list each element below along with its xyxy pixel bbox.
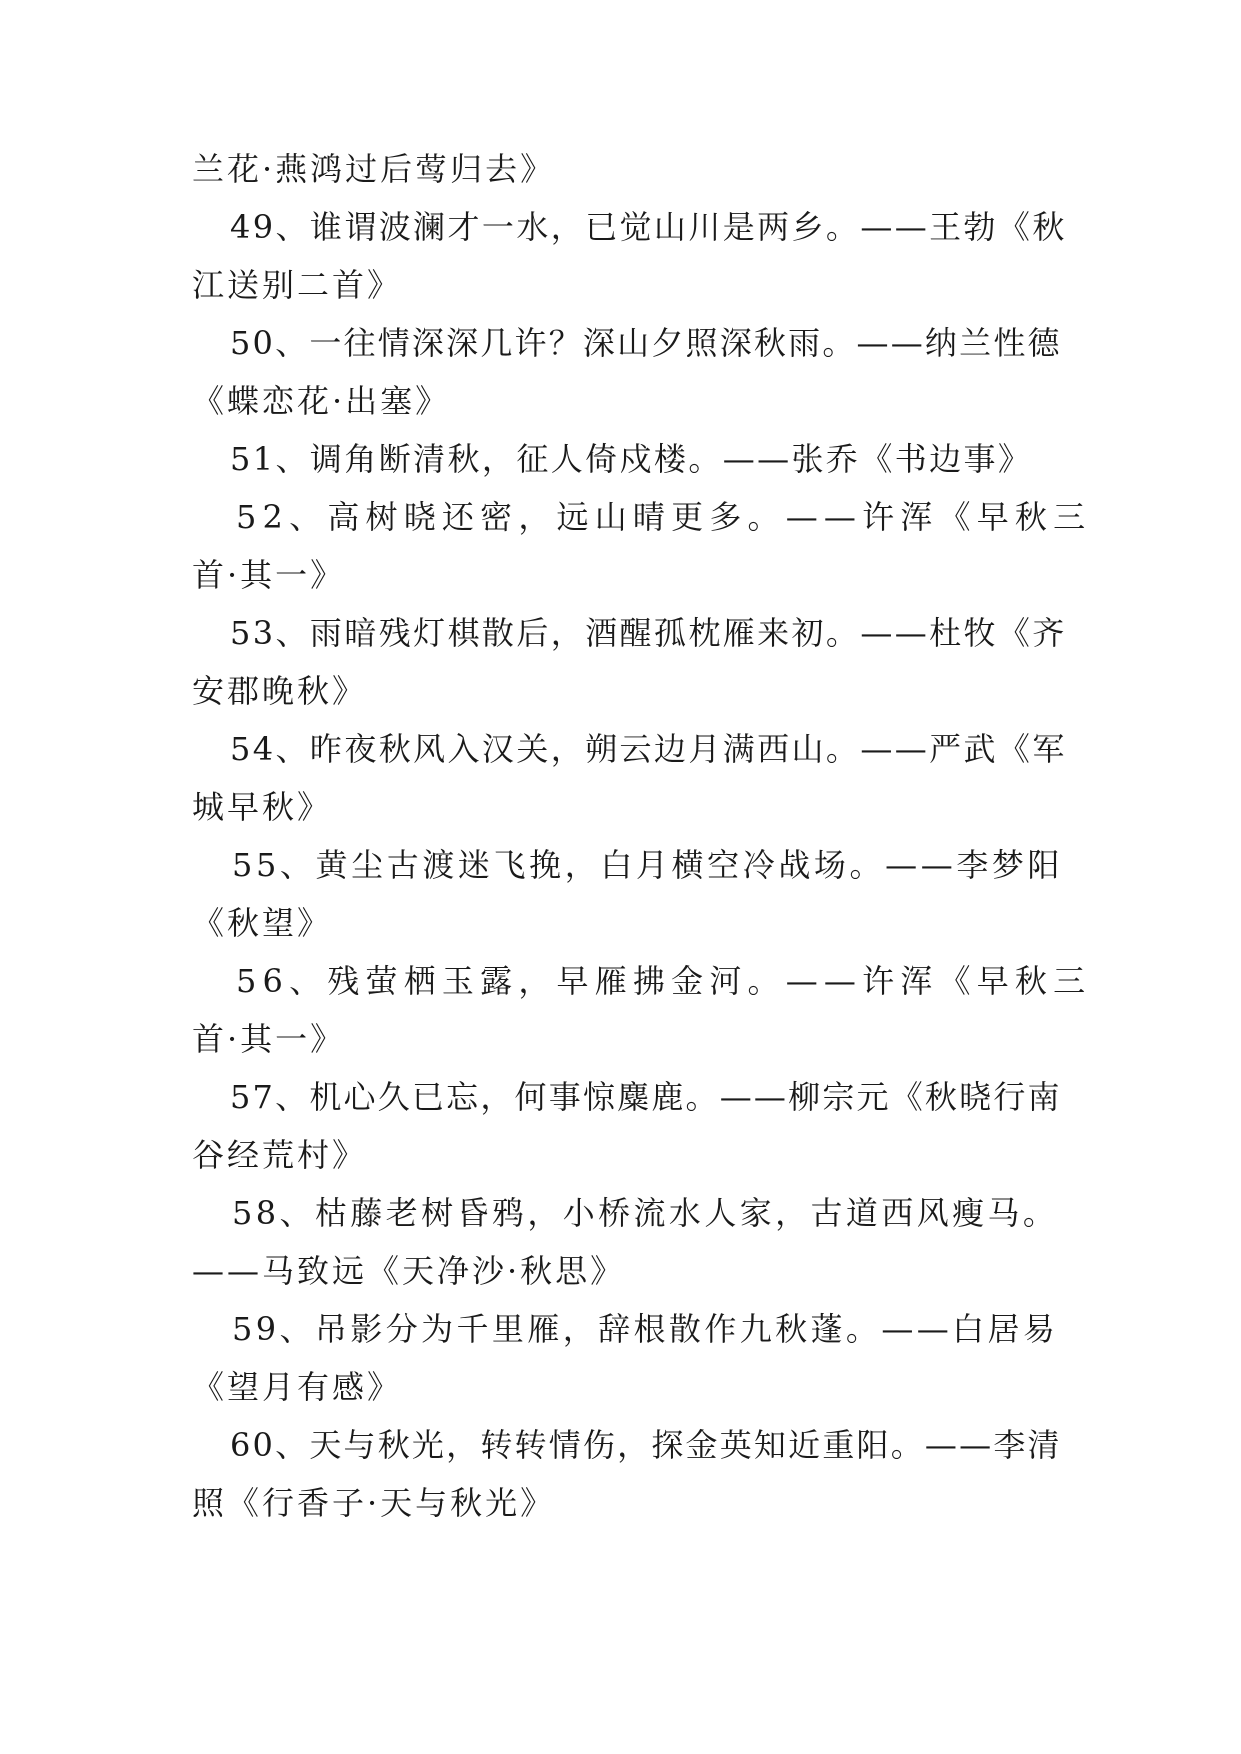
poem-entry-59-line2: 《望月有感》 <box>192 1368 403 1406</box>
poem-entry-54-line1: 54、昨夜秋风入汉关，朔云边月满西山。——严武《军 <box>230 730 1067 768</box>
poem-entry-53-line1: 53、雨暗残灯棋散后，酒醒孤枕雁来初。——杜牧《齐 <box>230 614 1067 652</box>
poem-entry-55-line1: 55、黄尘古渡迷飞挽，白月横空冷战场。——李梦阳 <box>232 846 1064 884</box>
poem-entry-51-line1: 51、调角断清秋，征人倚戍楼。——张乔《书边事》 <box>230 440 1033 478</box>
text-line: 兰花·燕鸿过后莺归去》 <box>192 150 556 188</box>
poem-entry-59-line1: 59、吊影分为千里雁，辞根散作九秋蓬。——白居易 <box>232 1310 1059 1348</box>
document-page <box>192 140 1092 1532</box>
poem-entry-50-line1: 50、一往情深深几许？深山夕照深秋雨。——纳兰性德 <box>230 324 1062 362</box>
poem-entry-54-line2: 城早秋》 <box>192 788 333 826</box>
poem-entry-57-line2: 谷经荒村》 <box>192 1136 368 1174</box>
poem-entry-60-line2: 照《行香子·天与秋光》 <box>192 1484 556 1522</box>
poem-entry-58-line2: ——马致远《天净沙·秋思》 <box>192 1252 626 1290</box>
poem-entry-56-line1: 56、残萤栖玉露，早雁拂金河。——许浑《早秋三 <box>236 962 1092 1000</box>
poem-entry-60-line1: 60、天与秋光，转转情伤，探金英知近重阳。——李清 <box>230 1426 1062 1464</box>
poem-entry-53-line2: 安郡晚秋》 <box>192 672 368 710</box>
poem-entry-50-line2: 《蝶恋花·出塞》 <box>192 382 451 420</box>
poem-entry-49-line1: 49、谁谓波澜才一水，已觉山川是两乡。——王勃《秋 <box>230 208 1067 246</box>
poem-entry-52-line1: 52、高树晓还密，远山晴更多。——许浑《早秋三 <box>236 498 1092 536</box>
poem-entry-52-line2: 首·其一》 <box>192 556 346 594</box>
poem-entry-58-line1: 58、枯藤老树昏鸦，小桥流水人家，古道西风瘦马。 <box>232 1194 1059 1232</box>
poem-entry-49-line2: 江送别二首》 <box>192 266 403 304</box>
poem-entry-57-line1: 57、机心久已忘，何事惊麋鹿。——柳宗元《秋晓行南 <box>230 1078 1062 1116</box>
poem-entry-56-line2: 首·其一》 <box>192 1020 346 1058</box>
poem-entry-55-line2: 《秋望》 <box>192 904 333 942</box>
